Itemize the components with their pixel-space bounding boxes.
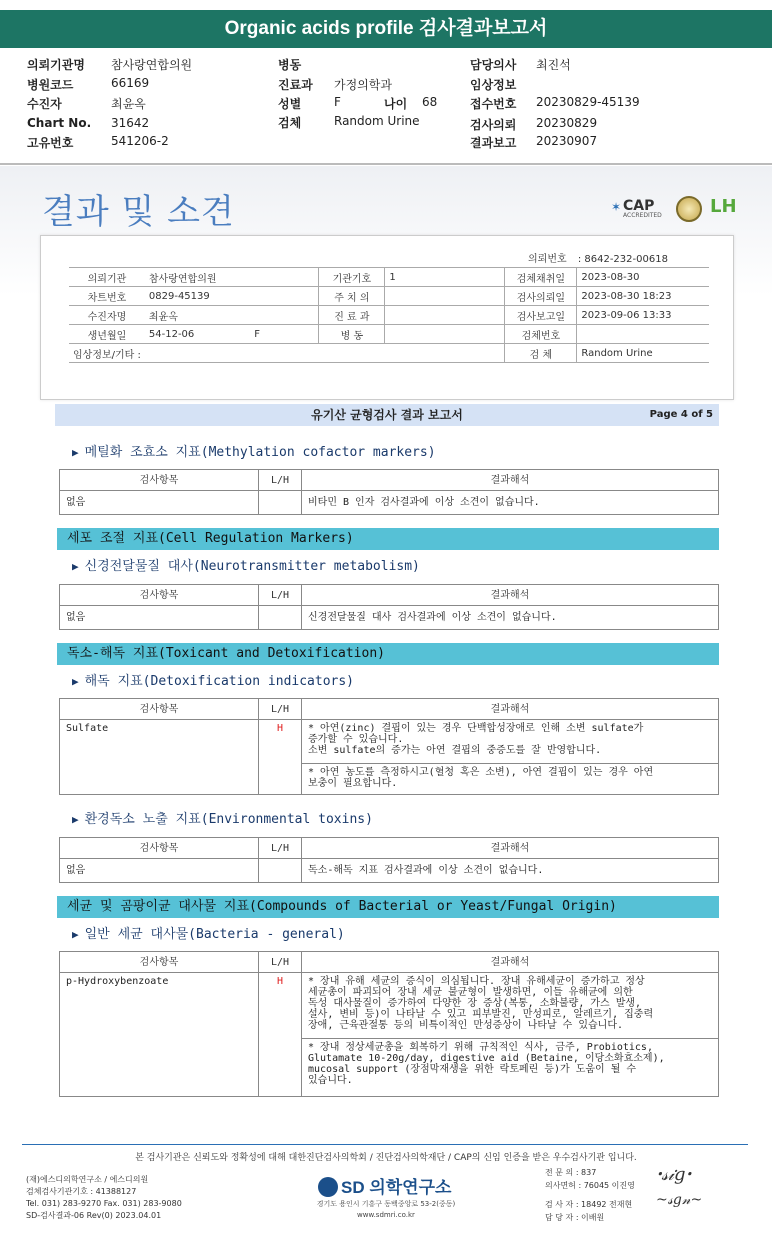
receipt-no: 20230829-45139 xyxy=(536,95,640,109)
chart-no: 31642 xyxy=(111,116,150,130)
table-header-row: 검사항목 L/H 결과해석 xyxy=(60,838,719,859)
table-header-row: 검사항목 L/H 결과해석 xyxy=(60,699,719,720)
dept: 가정의학과 xyxy=(334,78,392,92)
high-flag: H xyxy=(259,973,302,1097)
institution: 참사랑연합의원 xyxy=(111,58,193,72)
patient-info-row: 수진자명 최윤옥 진 료 과 검사보고일 2023-09-06 13:33 xyxy=(69,306,709,325)
hospital-code-label: 병원코드 xyxy=(27,78,74,92)
page-indicator: Page 4 of 5 xyxy=(649,409,713,420)
footer-address: 경기도 용인시 기흥구 동백중앙로 53-2(중동) xyxy=(316,1200,456,1208)
table-header-row: 검사항목 L/H 결과해석 xyxy=(60,470,719,491)
patient: 최윤옥 xyxy=(111,97,146,111)
age: 68 xyxy=(422,95,438,109)
environmental-heading: ▶ 환경독소 노출 지표(Environmental toxins) xyxy=(72,812,373,827)
high-flag: H xyxy=(259,720,302,795)
footer-divider xyxy=(22,1144,748,1145)
table-row: * 장내 정상세균총을 회복하기 위해 규칙적인 식사, 금주, Probiotics, Glutamate 10-20g/day, digestive aid (Betaine, 이당소화효소제), mucosal support (장점막재생을 위한 락토페린 등)가 도움이 될 수 있습니다. xyxy=(60,1039,719,1097)
triangle-right-icon: ▶ xyxy=(72,446,79,459)
triangle-right-icon: ▶ xyxy=(72,560,79,573)
ward-label: 병동 xyxy=(278,58,302,72)
sd-lab-logo: SD 의학연구소 xyxy=(318,1173,451,1198)
sex: F xyxy=(334,95,341,109)
patient-info-row: 차트번호 0829-45139 주 치 의 검사의뢰일 2023-08-30 18:23 xyxy=(69,287,709,306)
triangle-right-icon: ▶ xyxy=(72,675,79,688)
age-label: 나이 xyxy=(384,97,408,111)
footer-website: www.sdmri.co.kr xyxy=(357,1211,415,1219)
signature-icon: ~𝓈𝑔𝓃~ xyxy=(656,1192,703,1208)
bacteria-general-heading: ▶ 일반 세균 대사물(Bacteria - general) xyxy=(72,927,345,942)
receipt-no-label: 접수번호 xyxy=(470,97,517,111)
table-row: 없음 비타민 B 인자 검사결과에 이상 소견이 없습니다. xyxy=(60,491,719,515)
report-header xyxy=(0,52,772,164)
footer-lab-info: (재)에스디의학연구소 / 에스디의원 검체검사기관기호 : 41388127 Tel. 031) 283-9270 Fax. 031) 283-9080 SD-검사결과-06 Rev(0) 2023.04.01 xyxy=(26,1175,182,1220)
report-title: Organic acids profile 검사결과보고서 xyxy=(0,10,772,48)
doctor: 최진석 xyxy=(536,58,571,72)
patient-info-box xyxy=(40,235,734,400)
cell-regulation-bar: 세포 조절 지표(Cell Regulation Markers) xyxy=(57,528,719,550)
methylation-heading: ▶ 메틸화 조효소 지표(Methylation cofactor markers) xyxy=(72,445,436,460)
table-row: 없음 독소-해독 지표 검사결과에 이상 소견이 없습니다. xyxy=(60,859,719,883)
table-row: p-Hydroxybenzoate H * 장내 유해 세균의 증식이 의심됩니다. 장내 유해세균이 증가하고 정상 세균총이 파괴되어 장내 세균 불균형이 발생하면, 이들 유해균에 의한 독성 대사물질이 증가하여 다양한 장 증상(복통, 소화불량, 가스 발생, 설사, 변비 등)이 나타날 수 있고 피부발진, 만성피로, 알레르기, 집중력 장애, 근육관절통 등의 비특이적인 만성증상이 나타날 수 있습니다. xyxy=(60,973,719,1039)
report-date: 20230907 xyxy=(536,134,598,148)
patient-label: 수진자 xyxy=(27,97,62,111)
request-date-label: 검사의뢰 xyxy=(470,118,517,132)
neuro-table xyxy=(59,584,719,630)
hospital-code: 66169 xyxy=(111,76,150,90)
bacterial-bar: 세균 및 곰팡이균 대사물 지표(Compounds of Bacterial or Yeast/Fungal Origin) xyxy=(57,896,719,918)
institution-label: 의뢰기관명 xyxy=(27,58,85,72)
footer-note: 본 검사기관은 신뢰도와 정확성에 대해 대한진단검사의학회 / 진단검사의학재단 / CAP의 신임 인증을 받은 우수검사기관 입니다. xyxy=(135,1153,637,1163)
environmental-table xyxy=(59,837,719,883)
cap-accredited-logo: ✶ CAP ACCREDITED xyxy=(611,198,662,219)
toxicant-bar: 독소-해독 지표(Toxicant and Detoxification) xyxy=(57,643,719,665)
section-title: 결과 및 소견 xyxy=(42,192,235,232)
doctor-label: 담당의사 xyxy=(470,58,517,72)
neuro-heading: ▶ 신경전달물질 대사(Neurotransmitter metabolism) xyxy=(72,559,420,574)
signature-icon: ꞏ𝓈𝒾𝑔ꞏ xyxy=(656,1164,692,1185)
report-title-bar xyxy=(55,404,719,426)
patient-info-row: 임상정보/기타 : 검 체 Random Urine xyxy=(69,344,709,363)
specimen-label: 검체 xyxy=(278,116,302,130)
table-row: 없음 신경전달물질 대사 검사결과에 이상 소견이 없습니다. xyxy=(60,606,719,630)
lab-logo: LH xyxy=(710,196,737,217)
methylation-table xyxy=(59,469,719,515)
footer-staff: 전 문 의 : 837 의사면허 : 76045 이진영 검 사 자 : 18492 전재현 담 당 자 : 이배원 xyxy=(545,1168,635,1222)
clinical-label: 임상정보 xyxy=(470,78,517,92)
detox-heading: ▶ 해독 지표(Detoxification indicators) xyxy=(72,674,355,689)
table-header-row: 검사항목 L/H 결과해석 xyxy=(60,952,719,973)
certification-seal-icon xyxy=(676,196,702,222)
report-subtitle: 유기산 균형검사 결과 보고서 xyxy=(311,408,463,422)
patient-info-row: 생년월일 54-12-06 F 병 동 검체번호 xyxy=(69,325,709,344)
table-row: Sulfate H * 아연(zinc) 결핍이 있는 경우 단백합성장애로 인해 소변 sulfate가 증가할 수 있습니다. 소변 sulfate의 증가는 아연 결핍의 중증도를 잘 반영합니다. xyxy=(60,720,719,764)
unique-no: 541206-2 xyxy=(111,134,169,148)
patient-info-table xyxy=(69,267,709,363)
bacteria-table xyxy=(59,951,719,1097)
table-row: * 아연 농도를 측정하시고(혈청 혹은 소변), 아연 결핍이 있는 경우 아연 보충이 필요합니다. xyxy=(60,764,719,795)
triangle-right-icon: ▶ xyxy=(72,928,79,941)
star-icon: ✶ xyxy=(611,200,622,214)
sex-label: 성별 xyxy=(278,97,302,111)
specimen: Random Urine xyxy=(334,114,420,128)
header-divider xyxy=(0,163,772,165)
request-number: 의뢰번호 : 8642-232-00618 xyxy=(528,254,668,265)
unique-no-label: 고유번호 xyxy=(27,136,74,150)
patient-info-row: 의뢰기관 참사랑연합의원 기관기호 1 검체채취일 2023-08-30 xyxy=(69,268,709,287)
sd-logo-icon xyxy=(318,1177,338,1197)
report-date-label: 결과보고 xyxy=(470,136,517,150)
dept-label: 진료과 xyxy=(278,78,313,92)
triangle-right-icon: ▶ xyxy=(72,813,79,826)
request-date: 20230829 xyxy=(536,116,598,130)
table-header-row: 검사항목 L/H 결과해석 xyxy=(60,585,719,606)
detox-table xyxy=(59,698,719,795)
chart-no-label: Chart No. xyxy=(27,116,92,130)
